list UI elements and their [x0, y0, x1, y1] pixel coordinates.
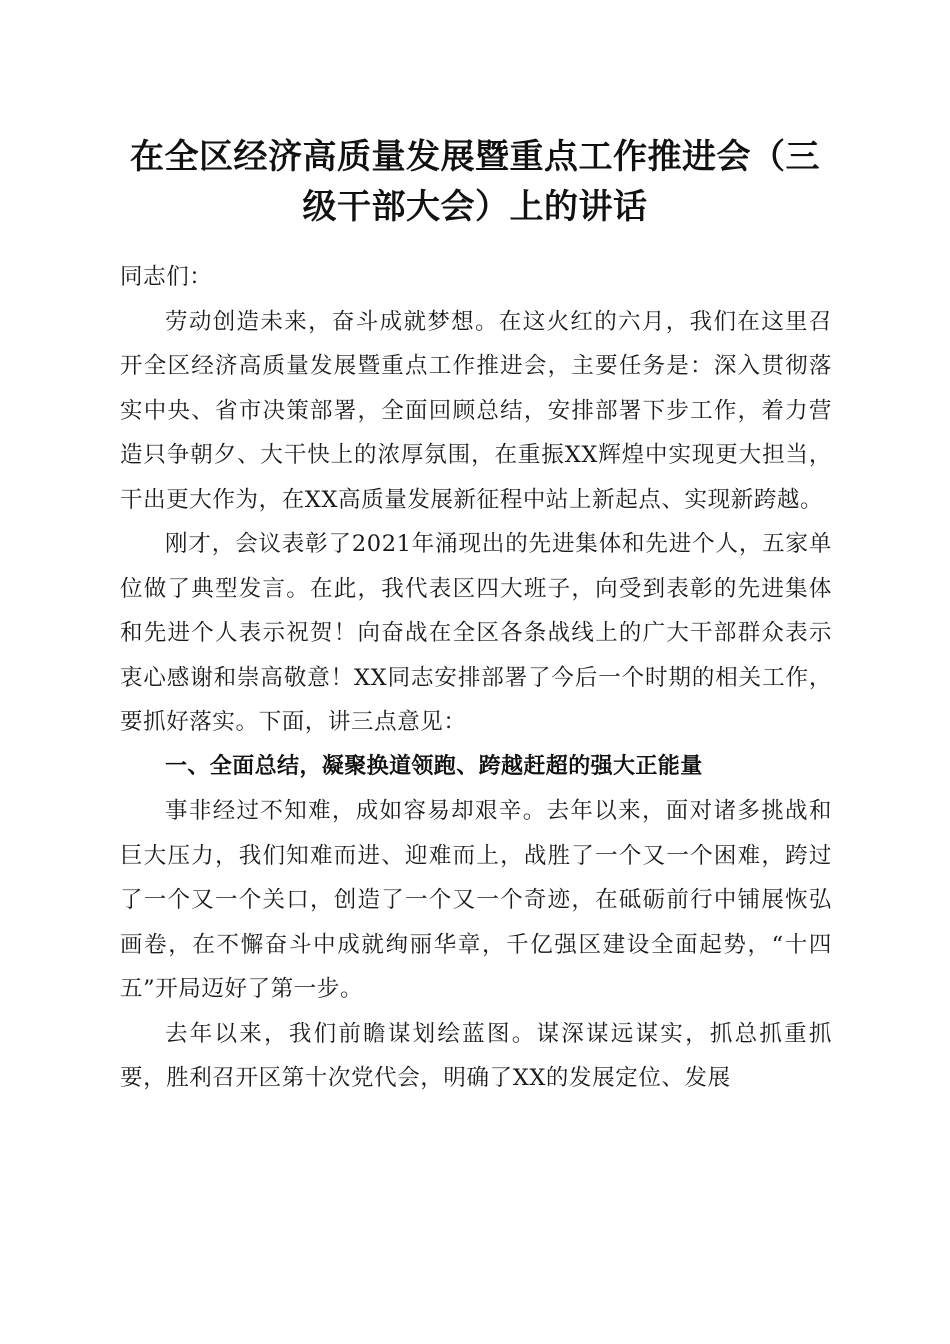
- paragraph-commendation: 刚才，会议表彰了2021年涌现出的先进集体和先进个人，五家单位做了典型发言。在此，我代表区四大班子，向受到表彰的先进集体和先进个人表示祝贺！向奋战在全区各条战线上的广大干部群众表示衷心感谢和崇高敬意！XX同志安排部署了今后一个时期的相关工作，要抓好落实。下面，讲三点意见：: [120, 531, 832, 735]
- document-title: [110, 132, 840, 232]
- title-line-1: 在全区经济高质量发展暨重点工作推进会（三: [130, 137, 820, 177]
- document-body: [120, 255, 832, 1101]
- section-heading-1: 一、全面总结，凝聚换道领跑、跨越赶超的强大正能量: [165, 753, 703, 779]
- salutation: 同志们：: [120, 264, 213, 290]
- title-line-2: 级干部大会）上的讲话: [302, 187, 648, 227]
- paragraph-review: 事非经过不知难，成如容易却艰辛。去年以来，面对诸多挑战和巨大压力，我们知难而进、迎难而上，战胜了一个又一个困难，跨过了一个又一个关口，创造了一个又一个奇迹，在砥砺前行中铺展恢弘画卷，在不懈奋斗中成就绚丽华章，千亿强区建设全面起势，“十四五”开局迈好了第一步。: [120, 798, 832, 1002]
- paragraph-blueprint: 去年以来，我们前瞻谋划绘蓝图。谋深谋远谋实，抓总抓重抓要，胜利召开区第十次党代会，明确了XX的发展定位、发展: [120, 1020, 832, 1091]
- paragraph-opening: 劳动创造未来，奋斗成就梦想。在这火红的六月，我们在这里召开全区经济高质量发展暨重点工作推进会，主要任务是：深入贯彻落实中央、省市决策部署，全面回顾总结，安排部署下步工作，着力营造只争朝夕、大干快上的浓厚氛围，在重振XX辉煌中实现更大担当，干出更大作为，在XX高质量发展新征程中站上新起点、实现新跨越。: [120, 308, 832, 513]
